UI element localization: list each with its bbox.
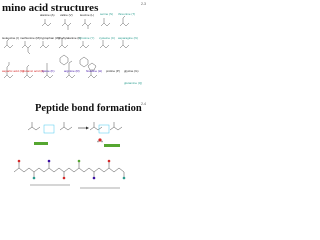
label-valine: valine (V) [60,13,73,17]
label-asparagine: asparagine (N) [118,36,138,40]
document-page [0,0,149,198]
label-phenylalanine: phenylalanine (F) [58,36,82,40]
slide-peptide-bond-formation [0,100,149,198]
label-glycine: glycine (G) [124,69,139,73]
label-cysteine: cysteine (C) [99,36,116,40]
label-glutamic-acid: glutamic acid (E) [22,69,45,73]
label-glutamine: glutamine (Q) [124,81,143,85]
label-aspartic-acid: aspartic acid (D) [2,69,24,73]
peptide-bond-diagram [0,100,149,198]
label-proline: proline (P) [106,69,120,73]
label-isoleucine: isoleucine (I) [2,36,20,40]
label-leucine: leucine (L) [80,13,95,17]
label-tryptophan: tryptophan (W) [40,36,60,40]
label-arginine: arginine (R) [64,69,80,73]
slide-title: mino acid structures [2,2,99,14]
label-histidine: histidine (H) [86,69,103,73]
label-lysine: lysine (K) [42,69,55,73]
label-alanine: alanine (A) [40,13,55,17]
label-threonine: threonine (T) [118,12,136,16]
page-number: 2-3 [140,2,146,6]
label-methionine: methionine (M) [20,36,41,40]
slide-amino-acid-structures [0,0,149,98]
label-serine: serine (S) [100,12,114,16]
page-number: 2-4 [140,102,146,106]
slide-title: Peptide bond formation [35,103,142,114]
label-tyrosine: tyrosine (Y) [79,36,95,40]
